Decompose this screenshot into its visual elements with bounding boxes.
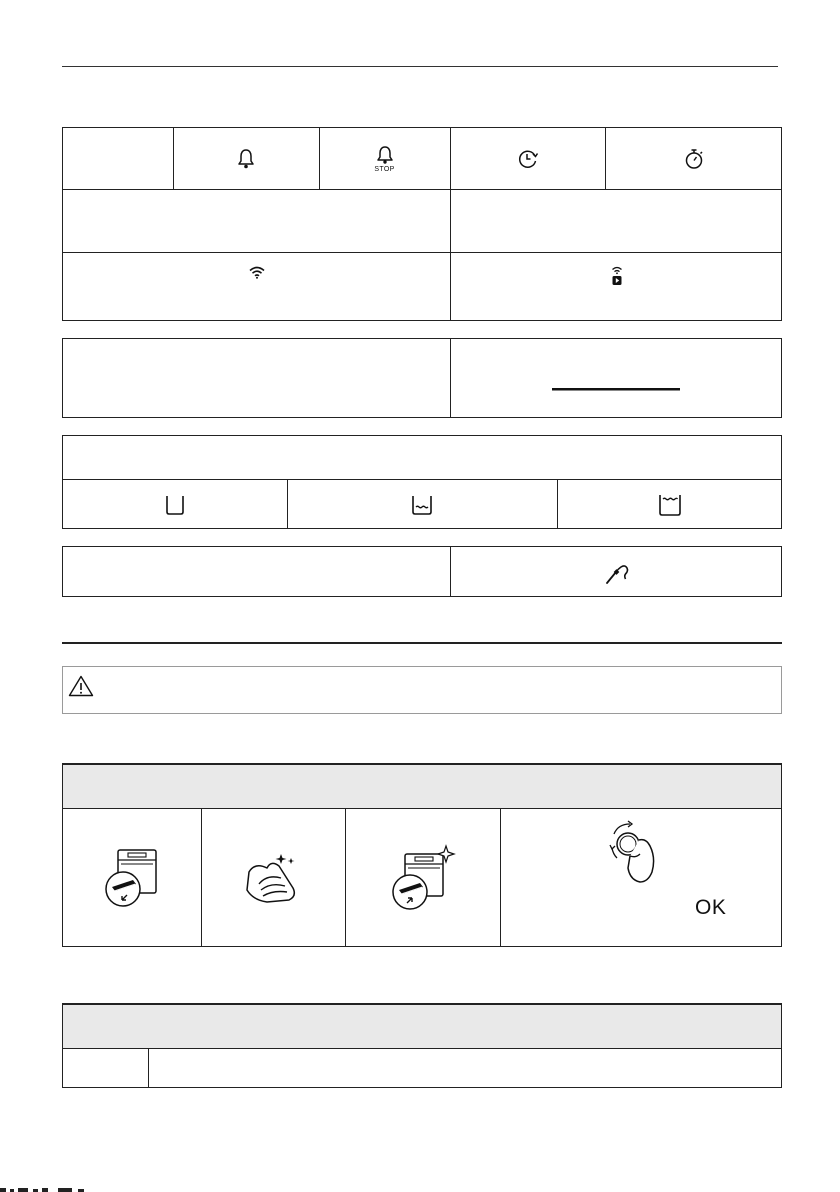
section-rule	[62, 642, 782, 644]
tank-empty-cell	[63, 479, 287, 530]
display-dash-cell	[450, 339, 783, 419]
stop-label: STOP	[374, 165, 395, 173]
stopwatch-cell	[605, 128, 783, 189]
tank-medium-cell	[287, 479, 557, 530]
text-cell-left	[63, 189, 450, 252]
bottom-row-value	[148, 1048, 781, 1088]
step-wipe	[201, 808, 345, 947]
footer-marks	[0, 1186, 100, 1192]
step-remove-shelf	[63, 808, 201, 947]
food-probe-icon	[604, 560, 630, 586]
clock-delay-icon	[517, 148, 539, 170]
wifi-icon	[249, 266, 265, 279]
tank-medium-icon	[411, 495, 433, 515]
display-table	[62, 338, 782, 418]
tank-full-icon	[658, 494, 682, 516]
stopwatch-icon	[684, 148, 704, 170]
water-tank-header	[63, 436, 783, 479]
bell-stop-icon	[376, 145, 394, 165]
bottom-row-key	[63, 1048, 148, 1088]
warning-box	[62, 666, 782, 714]
bottom-table	[62, 1003, 782, 1088]
tank-full-cell	[557, 479, 783, 530]
text-cell-right	[450, 189, 783, 252]
water-tank-table	[62, 435, 782, 529]
remote-start-icon	[610, 266, 624, 286]
oven-insert-shelf-icon	[391, 846, 455, 910]
tank-empty-icon	[165, 495, 185, 515]
clock-label-cell	[63, 128, 173, 189]
clock-functions-table	[62, 127, 782, 321]
ok-label: OK	[695, 896, 727, 919]
remote-start-cell	[450, 252, 783, 322]
probe-text-cell	[63, 547, 450, 598]
probe-table	[62, 546, 782, 597]
header-rule	[62, 66, 778, 67]
probe-icon-cell	[450, 547, 783, 598]
bell-icon	[237, 148, 255, 170]
knob-turn-icon	[606, 820, 666, 890]
bell-stop-cell	[319, 128, 450, 189]
step-insert-shelf	[345, 808, 500, 947]
dashes-indicator-icon	[552, 387, 682, 393]
cleaning-header	[63, 765, 781, 808]
warning-triangle-icon	[68, 675, 94, 697]
delay-cell	[450, 128, 605, 189]
step-confirm	[500, 808, 781, 947]
hand-wipe-icon	[241, 850, 305, 906]
wifi-cell	[63, 252, 450, 322]
bottom-table-header	[63, 1005, 781, 1048]
bell-cell	[173, 128, 319, 189]
display-text-cell	[63, 339, 450, 419]
oven-remove-shelf-icon	[104, 847, 160, 909]
cleaning-steps-table	[62, 763, 782, 947]
